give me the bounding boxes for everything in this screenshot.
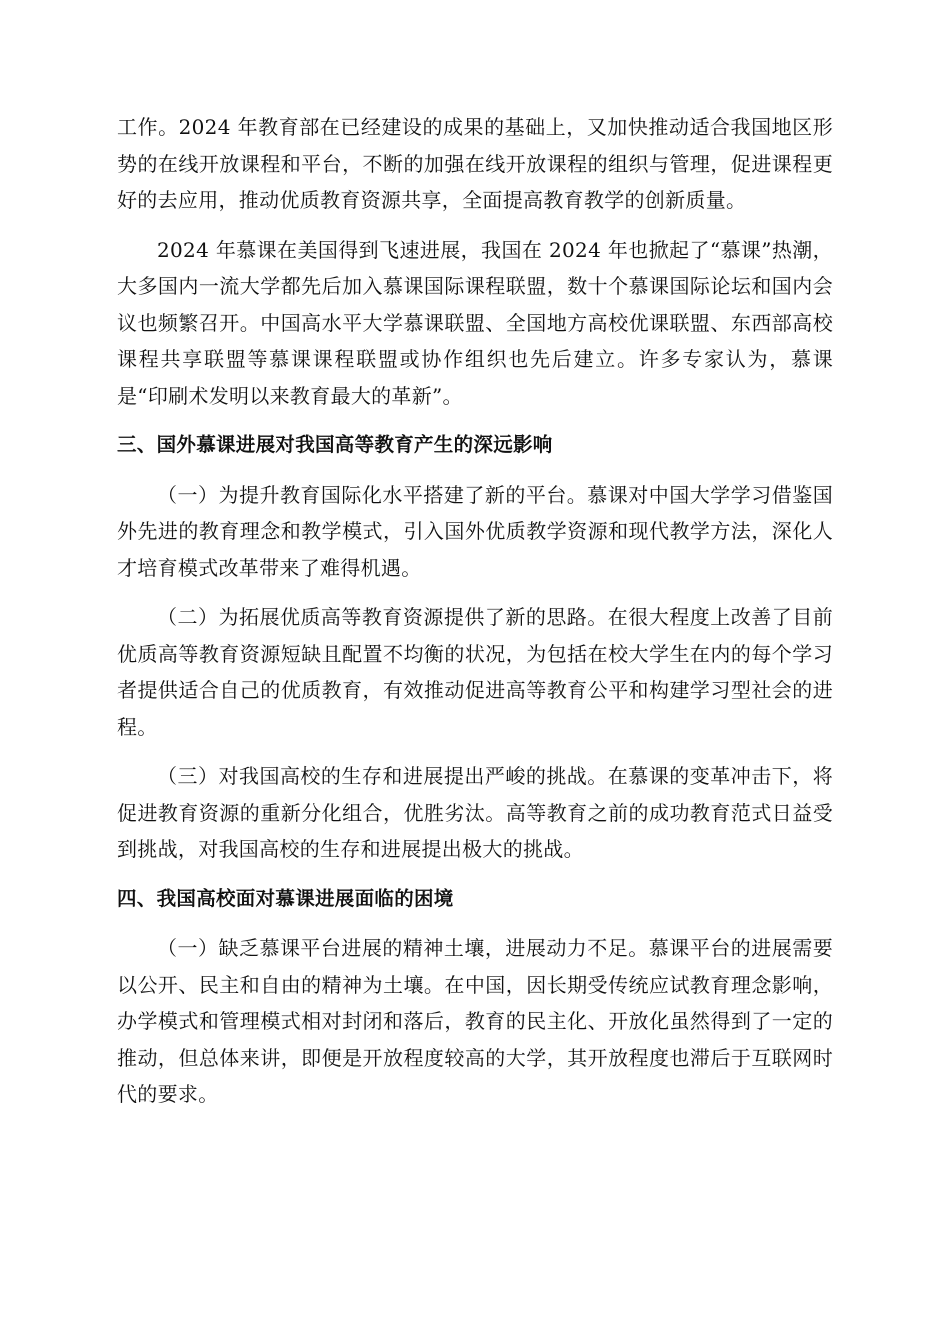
paragraph-difficulty-1: （一）缺乏慕课平台进展的精神土壤，进展动力不足。慕课平台的进展需要以公开、民主和自由的精神为土壤。在中国，因长期受传统应试教育理念影响，办学模式和管理模式相对封闭和落后，教育的民主化、开放化虽然得到了一定的推动，但总体来讲，即便是开放程度较高的大学，其开放程度也滞后于互联网时代的要求。 <box>117 936 833 1106</box>
section-heading-4: 四、我国高校面对慕课进展面临的困境 <box>117 886 454 910</box>
paragraph-impact-3: （三）对我国高校的生存和进展提出严峻的挑战。在慕课的变革冲击下，将促进教育资源的重新分化组合，优胜劣汰。高等教育之前的成功教育范式日益受到挑战，对我国高校的生存和进展提出极大的挑战。 <box>117 764 833 861</box>
paragraph-impact-1: （一）为提升教育国际化水平搭建了新的平台。慕课对中国大学学习借鉴国外先进的教育理念和教学模式，引入国外优质教学资源和现代教学方法，深化人才培育模式改革带来了难得机遇。 <box>117 482 833 580</box>
paragraph-continuation: 工作。2024 年教育部在已经建设的成果的基础上，又加快推动适合我国地区形势的在线开放课程和平台，不断的加强在线开放课程的组织与管理，促进课程更好的去应用，推动优质教育资源共享，全面提高教育教学的创新质量。 <box>117 115 833 212</box>
document-page <box>117 109 833 1113</box>
paragraph-impact-2: （二）为拓展优质高等教育资源提供了新的思路。在很大程度上改善了目前优质高等教育资源短缺且配置不均衡的状况，为包括在校大学生在内的每个学习者提供适合自己的优质教育，有效推动促进高等教育公平和构建学习型社会的进程。 <box>117 605 833 739</box>
paragraph-mooc-trend: 2024 年慕课在美国得到飞速进展，我国在 2024 年也掀起了“慕课”热潮，大多国内一流大学都先后加入慕课国际课程联盟，数十个慕课国际论坛和国内会议也频繁召开。中国高水平大学慕课联盟、全国地方高校优课联盟、东西部高校课程共享联盟等慕课课程联盟或协作组织也先后建立。许多专家认为，慕课是“印刷术发明以来教育最大的革新”。 <box>117 237 833 408</box>
section-heading-3: 三、国外慕课进展对我国高等教育产生的深远影响 <box>117 433 553 456</box>
